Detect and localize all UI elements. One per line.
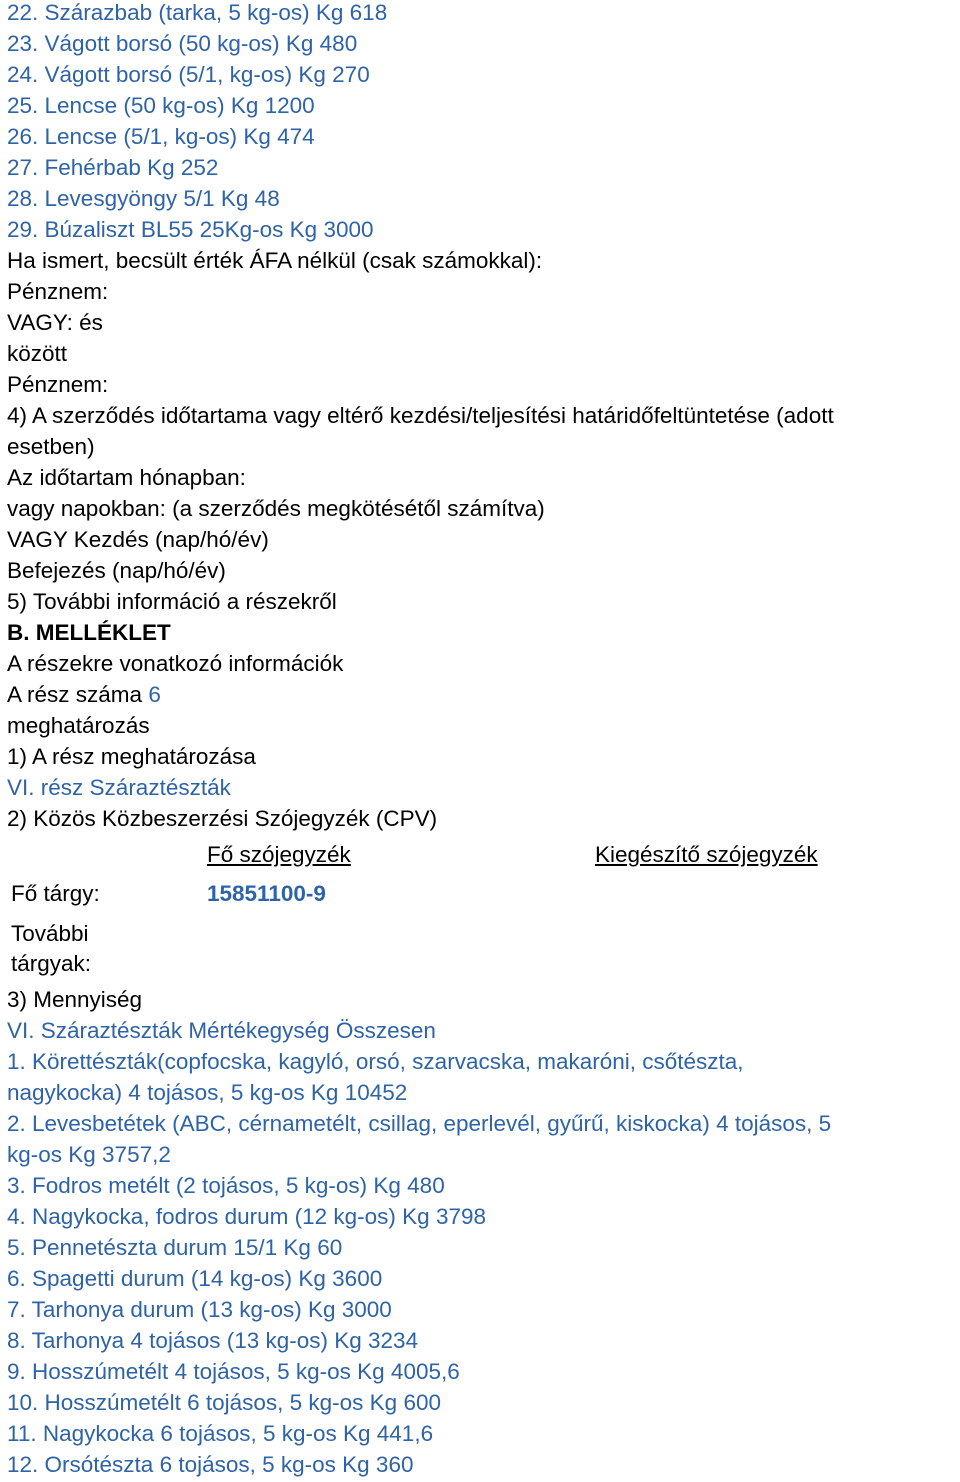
part-number-label: A rész száma	[7, 682, 143, 707]
cpv-heading: 2) Közös Közbeszerzési Szójegyzék (CPV)	[7, 806, 438, 831]
duration-heading-cont: esetben)	[7, 434, 95, 459]
list-item: 27. Fehérbab Kg 252	[7, 155, 219, 180]
annex-title: B. MELLÉKLET	[7, 620, 171, 645]
duration-heading: 4) A szerződés időtartama vagy eltérő kezdési/teljesítési határidőfeltüntetése (adott	[7, 403, 834, 428]
list-item: 5. Pennetészta durum 15/1 Kg 60	[7, 1235, 343, 1260]
part-name	[7, 772, 231, 803]
list-item: 28. Levesgyöngy 5/1 Kg 48	[7, 186, 280, 211]
list-item: 4. Nagykocka, fodros durum (12 kg-os) Kg 3798	[7, 1204, 486, 1229]
list-item: 2. Levesbetétek (ABC, cérnametélt, csillag, eperlevél, gyűrű, kiskocka) 4 tojásos, 5	[7, 1111, 832, 1136]
quantity-heading: 3) Mennyiség	[7, 987, 143, 1012]
list-item: nagykocka) 4 tojásos, 5 kg-os Kg 10452	[7, 1080, 408, 1105]
other-objects-label: További	[11, 921, 89, 946]
cpv-main-header: Fő szójegyzék	[207, 842, 351, 867]
list-item: 26. Lencse (5/1, kg-os) Kg 474	[7, 124, 315, 149]
part-number	[7, 679, 161, 710]
cpv-supp-header: Kiegészítő szójegyzék	[595, 842, 818, 867]
main-object-label: Fő tárgy:	[11, 881, 100, 906]
list-item: 23. Vágott borsó (50 kg-os) Kg 480	[7, 31, 358, 56]
list-item: 24. Vágott borsó (5/1, kg-os) Kg 270	[7, 62, 370, 87]
between-label: között	[7, 341, 68, 366]
annex-subtitle: A részekre vonatkozó információk	[7, 651, 344, 676]
or-and-label: VAGY: és	[7, 310, 103, 335]
part-definition-heading: 1) A rész meghatározása	[7, 744, 256, 769]
list-item: 7. Tarhonya durum (13 kg-os) Kg 3000	[7, 1297, 392, 1322]
main-object-code: 15851100-9	[207, 881, 326, 906]
list-item: 1. Körettészták(copfocska, kagyló, orsó, szarvacska, makaróni, csőtészta,	[7, 1049, 744, 1074]
currency-label: Pénznem:	[7, 279, 109, 304]
other-objects-label-cont: tárgyak:	[11, 951, 92, 976]
currency-label: Pénznem:	[7, 372, 109, 397]
part-name-value: Száraztészták	[89, 775, 231, 800]
list-item: kg-os Kg 3757,2	[7, 1142, 171, 1167]
list-item: 22. Szárazbab (tarka, 5 kg-os) Kg 618	[7, 0, 388, 25]
end-date-label: Befejezés (nap/hó/év)	[7, 558, 226, 583]
list-item: 25. Lencse (50 kg-os) Kg 1200	[7, 93, 315, 118]
more-info-heading: 5) További információ a részekről	[7, 589, 337, 614]
estimate-label: Ha ismert, becsült érték ÁFA nélkül (csak számokkal):	[7, 248, 543, 273]
part-name-prefix: VI. rész	[7, 775, 84, 800]
definition-label: meghatározás	[7, 713, 150, 738]
list-item: 29. Búzaliszt BL55 25Kg-os Kg 3000	[7, 217, 374, 242]
list-item: 10. Hosszúmetélt 6 tojásos, 5 kg-os Kg 600	[7, 1390, 441, 1415]
duration-days: vagy napokban: (a szerződés megkötésétől számítva)	[7, 496, 545, 521]
start-date-label: VAGY Kezdés (nap/hó/év)	[7, 527, 269, 552]
part-number-value: 6	[148, 682, 161, 707]
list-item: 6. Spagetti durum (14 kg-os) Kg 3600	[7, 1266, 383, 1291]
table-header: VI. Száraztészták Mértékegység Összesen	[7, 1018, 436, 1043]
list-item: 11. Nagykocka 6 tojásos, 5 kg-os Kg 441,6	[7, 1421, 434, 1446]
list-item: 8. Tarhonya 4 tojásos (13 kg-os) Kg 3234	[7, 1328, 419, 1353]
list-item: 3. Fodros metélt (2 tojásos, 5 kg-os) Kg 480	[7, 1173, 445, 1198]
list-item: 12. Orsótészta 6 tojásos, 5 kg-os Kg 360	[7, 1452, 414, 1477]
list-item: 9. Hosszúmetélt 4 tojásos, 5 kg-os Kg 4005,6	[7, 1359, 460, 1384]
duration-months: Az időtartam hónapban:	[7, 465, 246, 490]
